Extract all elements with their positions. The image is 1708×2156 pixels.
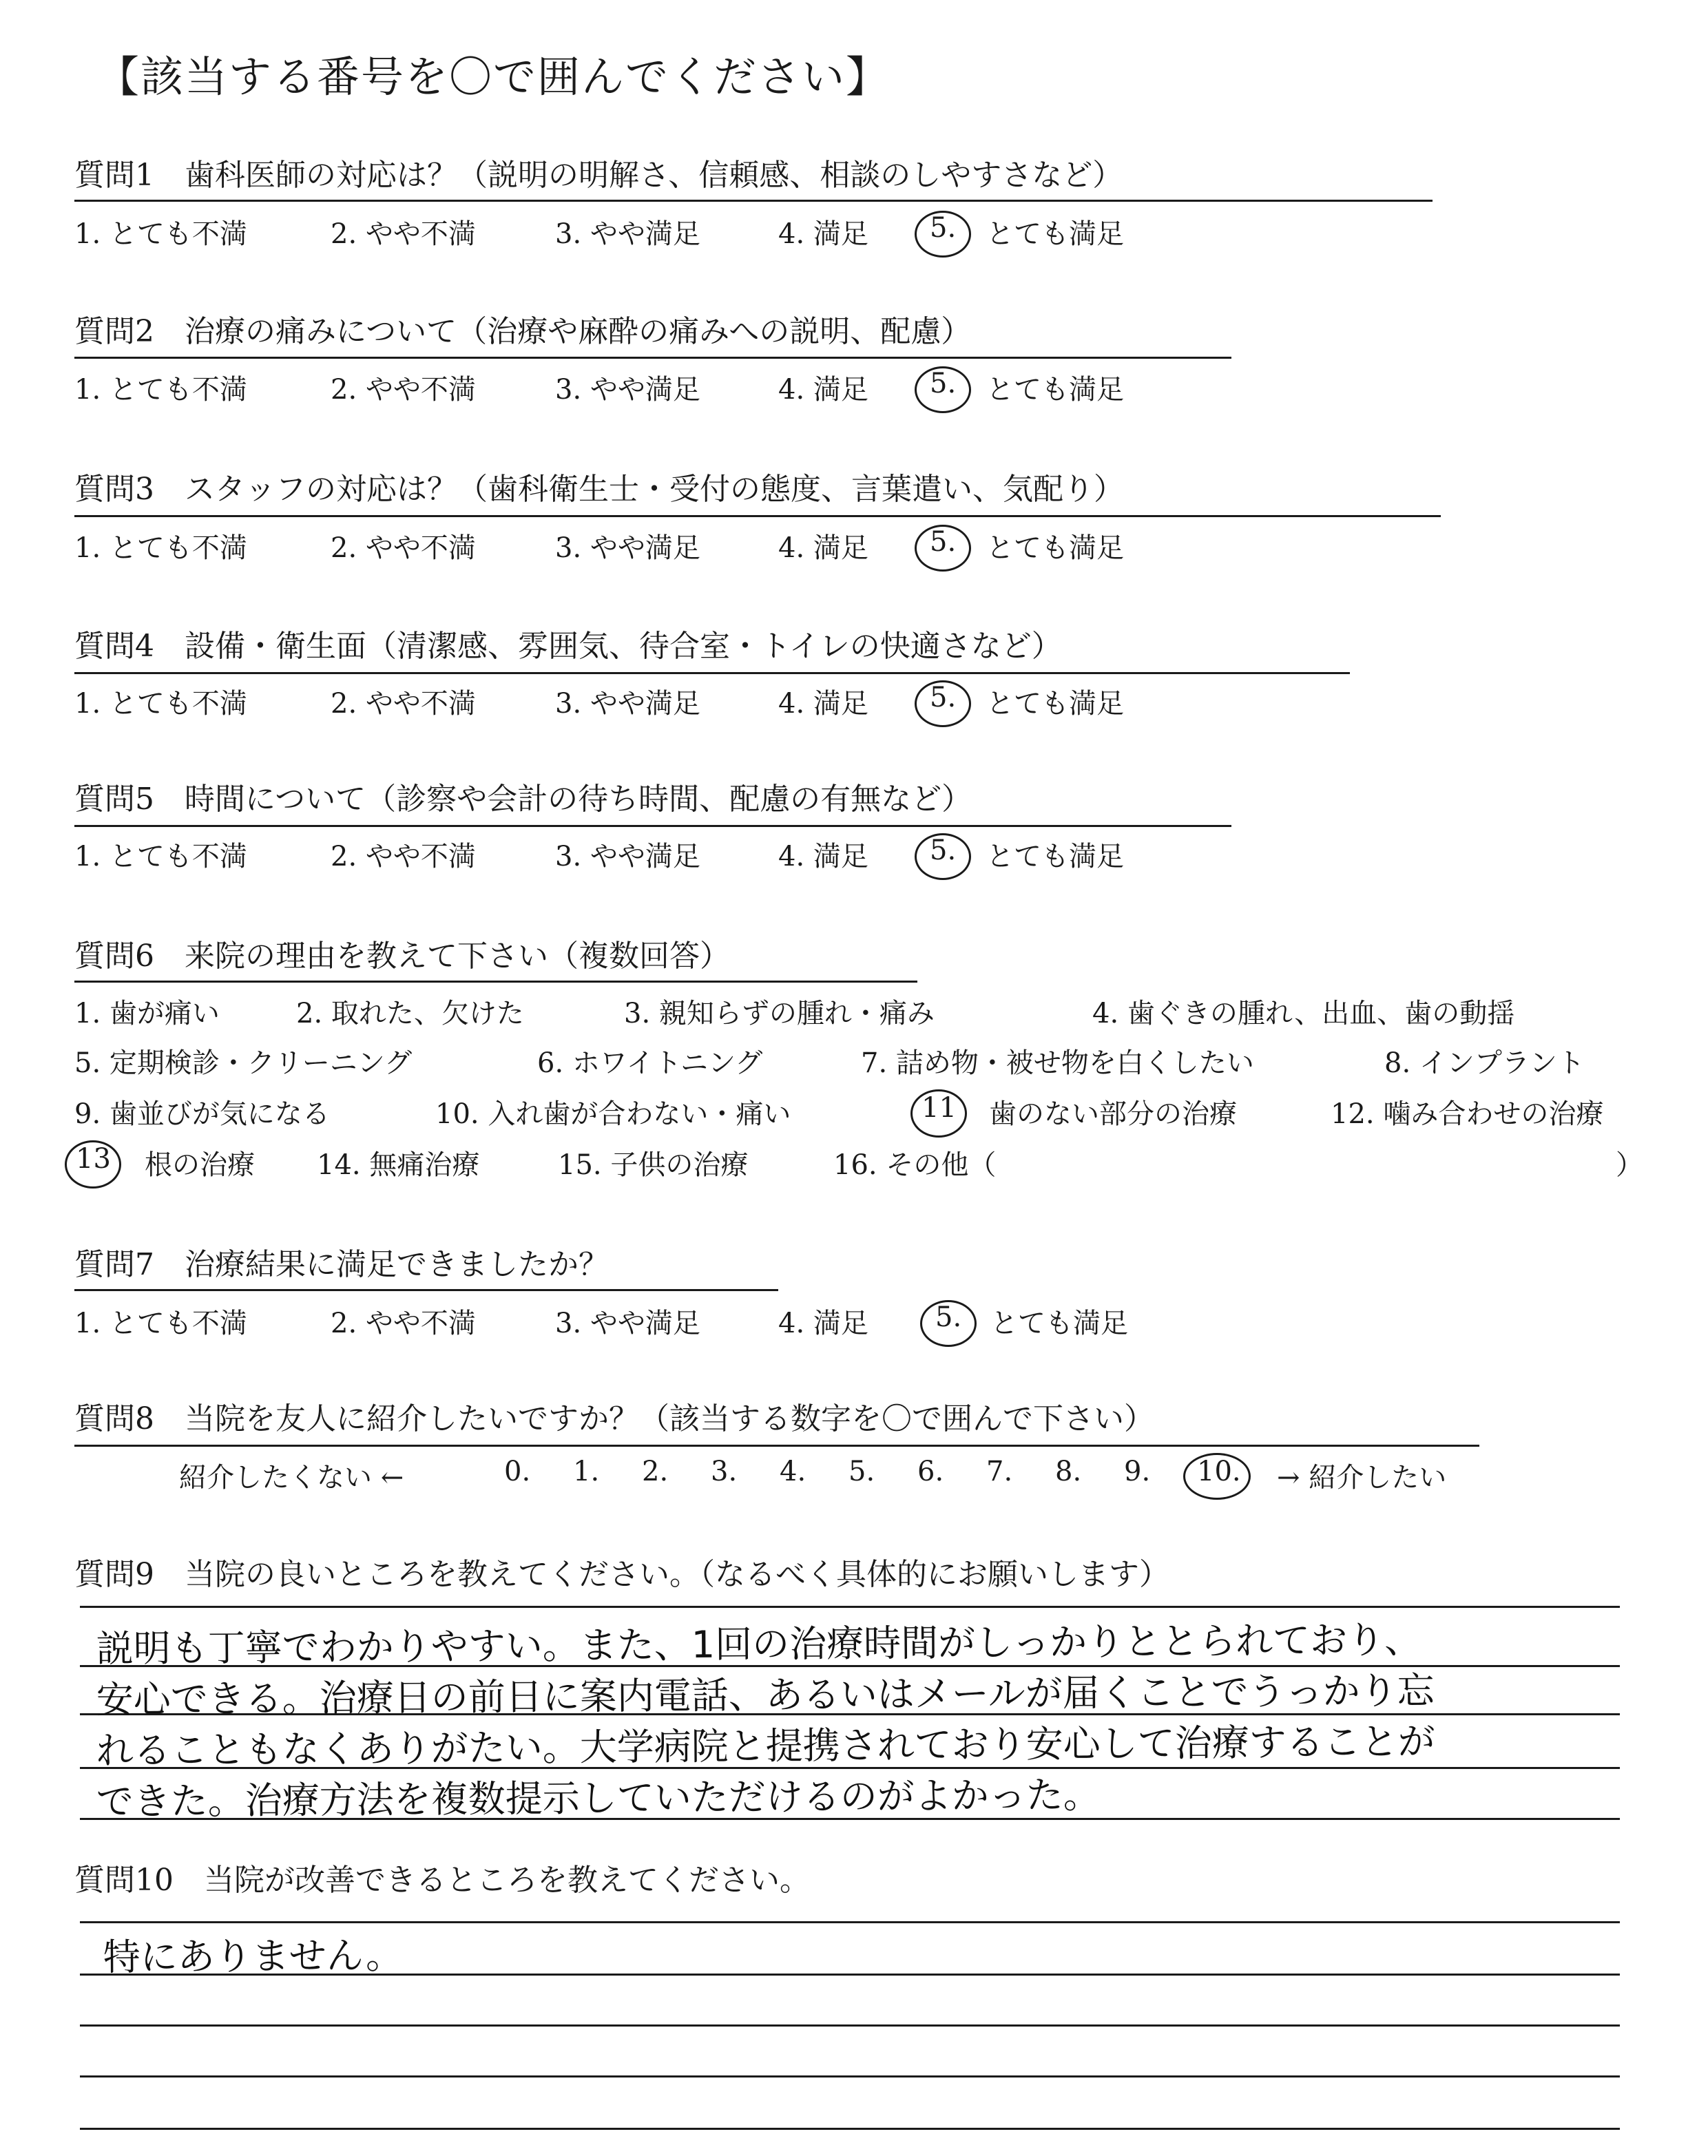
question-8-underline: [74, 1445, 1479, 1447]
q6-option-11-label[interactable]: 歯のない部分の治療: [989, 1098, 1237, 1130]
q3-option-3[interactable]: 3. やや満足: [555, 532, 700, 564]
q2-option-2[interactable]: 2. やや不満: [331, 374, 476, 406]
q6-option-4[interactable]: 4. 歯ぐきの腫れ、出血、歯の動揺: [1092, 998, 1515, 1029]
question-5-underline: [74, 825, 1231, 827]
q10-writing-line-3: [80, 2024, 1620, 2027]
q8-option-3[interactable]: 3.: [711, 1456, 738, 1487]
question-7-title: 質問7 治療結果に満足できましたか？: [74, 1247, 609, 1282]
page-heading: 【該当する番号を〇で囲んでください】: [96, 52, 891, 102]
q7-option-3[interactable]: 3. やや満足: [555, 1308, 700, 1339]
question-1-title: 質問1 歯科医師の対応は？（説明の明解さ、信頼感、相談のしやすさなど）: [74, 158, 1123, 193]
question-2-title: 質問2 治療の痛みについて（治療や麻酔の痛みへの説明、配慮）: [74, 314, 972, 349]
q7-selected-circle: [920, 1300, 977, 1347]
question-4-title: 質問4 設備・衛生面（清潔感、雰囲気、待合室・トイレの快適さなど）: [74, 629, 1062, 664]
q3-selected-circle: [915, 525, 971, 572]
question-1-underline: [74, 200, 1433, 202]
question-4-underline: [74, 672, 1350, 674]
q8-right-label: → 紹介したい: [1277, 1462, 1447, 1494]
q5-option-3[interactable]: 3. やや満足: [555, 841, 700, 872]
q1-option-4[interactable]: 4. 満足: [778, 218, 868, 250]
q6-option-12[interactable]: 12. 噛み合わせの治療: [1331, 1098, 1604, 1130]
q8-option-7[interactable]: 7.: [986, 1456, 1013, 1487]
q7-option-1[interactable]: 1. とても不満: [74, 1308, 247, 1339]
q1-option-5-label[interactable]: とても満足: [986, 218, 1124, 250]
q10-writing-line-1: [80, 1921, 1620, 1923]
q6-option-3[interactable]: 3. 親知らずの腫れ・痛み: [624, 998, 935, 1029]
q8-option-1[interactable]: 1.: [573, 1456, 600, 1487]
q6-option-8[interactable]: 8. インプラント: [1384, 1047, 1585, 1079]
q6-option-1[interactable]: 1. 歯が痛い: [74, 998, 220, 1029]
q8-left-label: 紹介したくない ←: [179, 1462, 404, 1494]
q2-option-4[interactable]: 4. 満足: [778, 374, 868, 406]
q6-option-16[interactable]: 16. その他（: [833, 1149, 997, 1181]
q7-option-5-number[interactable]: 5.: [935, 1301, 962, 1333]
q10-writing-line-4: [80, 2075, 1620, 2077]
q4-option-4[interactable]: 4. 満足: [778, 688, 868, 720]
question-3-title: 質問3 スタッフの対応は？（歯科衛生士・受付の態度、言葉遣い、気配り）: [74, 472, 1124, 507]
q8-option-10[interactable]: 10.: [1197, 1456, 1241, 1487]
q5-option-4[interactable]: 4. 満足: [778, 841, 868, 872]
q6-option-14[interactable]: 14. 無痛治療: [317, 1149, 480, 1181]
q2-option-5-number[interactable]: 5.: [930, 368, 957, 399]
q9-handwritten-answer-line-1[interactable]: 説明も丁寧でわかりやすい。また、1回の治療時間がしっかりととられており、: [96, 1618, 1422, 1671]
q7-option-4[interactable]: 4. 満足: [778, 1308, 868, 1339]
q8-option-0[interactable]: 0.: [504, 1456, 531, 1487]
q2-option-1[interactable]: 1. とても不満: [74, 374, 247, 406]
question-6-title: 質問6 来院の理由を教えて下さい（複数回答）: [74, 939, 730, 974]
q4-option-1[interactable]: 1. とても不満: [74, 688, 247, 720]
question-9-title: 質問9 当院の良いところを教えてください。（なるべく具体的にお願いします）: [74, 1557, 1169, 1592]
q6-option-13-number[interactable]: 13: [76, 1143, 111, 1175]
question-5-title: 質問5 時間について（診察や会計の待ち時間、配慮の有無など）: [74, 782, 972, 817]
q8-option-8[interactable]: 8.: [1055, 1456, 1082, 1487]
q9-handwritten-answer-line-4[interactable]: できた。治療方法を複数提示していただけるのがよかった。: [96, 1772, 1101, 1823]
q1-selected-circle: [915, 211, 971, 258]
q6-option-16-close-paren: ）: [1616, 1149, 1643, 1181]
q1-option-2[interactable]: 2. やや不満: [331, 218, 476, 250]
q9-handwritten-answer-line-3[interactable]: れることもなくありがたい。大学病院と提携されており安心して治療することが: [96, 1719, 1435, 1772]
q4-option-5-label[interactable]: とても満足: [986, 688, 1124, 720]
q4-selected-circle: [915, 680, 971, 727]
question-7-underline: [74, 1289, 778, 1291]
q3-option-5-label[interactable]: とても満足: [986, 532, 1124, 564]
q8-option-5[interactable]: 5.: [848, 1456, 875, 1487]
q6-option-7[interactable]: 7. 詰め物・被せ物を白くしたい: [861, 1047, 1254, 1079]
q8-option-9[interactable]: 9.: [1124, 1456, 1151, 1487]
question-6-underline: [74, 981, 917, 983]
q7-option-2[interactable]: 2. やや不満: [331, 1308, 476, 1339]
q1-option-1[interactable]: 1. とても不満: [74, 218, 247, 250]
q1-option-3[interactable]: 3. やや満足: [555, 218, 700, 250]
question-8-title: 質問8 当院を友人に紹介したいですか？（該当する数字を〇で囲んで下さい）: [74, 1401, 1154, 1436]
q6-option-11-number[interactable]: 11: [921, 1092, 957, 1124]
question-3-underline: [74, 515, 1441, 517]
q3-option-4[interactable]: 4. 満足: [778, 532, 868, 564]
q6-option-13-label[interactable]: 根の治療: [145, 1149, 255, 1181]
q8-option-4[interactable]: 4.: [780, 1456, 806, 1487]
q5-option-5-label[interactable]: とても満足: [986, 841, 1124, 872]
q8-option-6[interactable]: 6.: [917, 1456, 944, 1487]
q6-option-5[interactable]: 5. 定期検診・クリーニング: [74, 1047, 413, 1079]
q9-writing-line-1: [80, 1606, 1620, 1608]
q2-selected-circle: [915, 366, 971, 413]
q3-option-5-number[interactable]: 5.: [930, 526, 957, 558]
q3-option-2[interactable]: 2. やや不満: [331, 532, 476, 564]
q10-writing-line-5: [80, 2128, 1620, 2130]
q2-option-3[interactable]: 3. やや満足: [555, 374, 700, 406]
q6-option-11-selected-circle: [910, 1089, 967, 1138]
q6-option-6[interactable]: 6. ホワイトニング: [537, 1047, 763, 1079]
q5-option-5-number[interactable]: 5.: [930, 835, 957, 866]
q7-option-5-label[interactable]: とても満足: [990, 1308, 1128, 1339]
q6-option-9[interactable]: 9. 歯並びが気になる: [74, 1098, 330, 1130]
q6-option-15[interactable]: 15. 子供の治療: [558, 1149, 749, 1181]
q2-option-5-label[interactable]: とても満足: [986, 374, 1124, 406]
q1-option-5-number[interactable]: 5.: [930, 212, 957, 244]
q5-option-2[interactable]: 2. やや不満: [331, 841, 476, 872]
question-10-title: 質問10 当院が改善できるところを教えてください。: [74, 1863, 810, 1898]
question-2-underline: [74, 357, 1231, 359]
q6-option-13-selected-circle: [65, 1140, 121, 1189]
q8-selected-circle: [1183, 1453, 1251, 1500]
q4-option-5-number[interactable]: 5.: [930, 682, 957, 713]
q4-option-3[interactable]: 3. やや満足: [555, 688, 700, 720]
q8-option-2[interactable]: 2.: [642, 1456, 669, 1487]
q9-handwritten-answer-line-2[interactable]: 安心できる。治療日の前日に案内電話、あるいはメールが届くことでうっかり忘: [96, 1668, 1435, 1721]
q10-handwritten-answer[interactable]: 特にありません。: [103, 1933, 404, 1979]
q5-selected-circle: [915, 833, 971, 880]
q6-option-2[interactable]: 2. 取れた、欠けた: [296, 998, 524, 1029]
q6-option-10[interactable]: 10. 入れ歯が合わない・痛い: [435, 1098, 791, 1130]
q5-option-1[interactable]: 1. とても不満: [74, 841, 247, 872]
q3-option-1[interactable]: 1. とても不満: [74, 532, 247, 564]
q4-option-2[interactable]: 2. やや不満: [331, 688, 476, 720]
